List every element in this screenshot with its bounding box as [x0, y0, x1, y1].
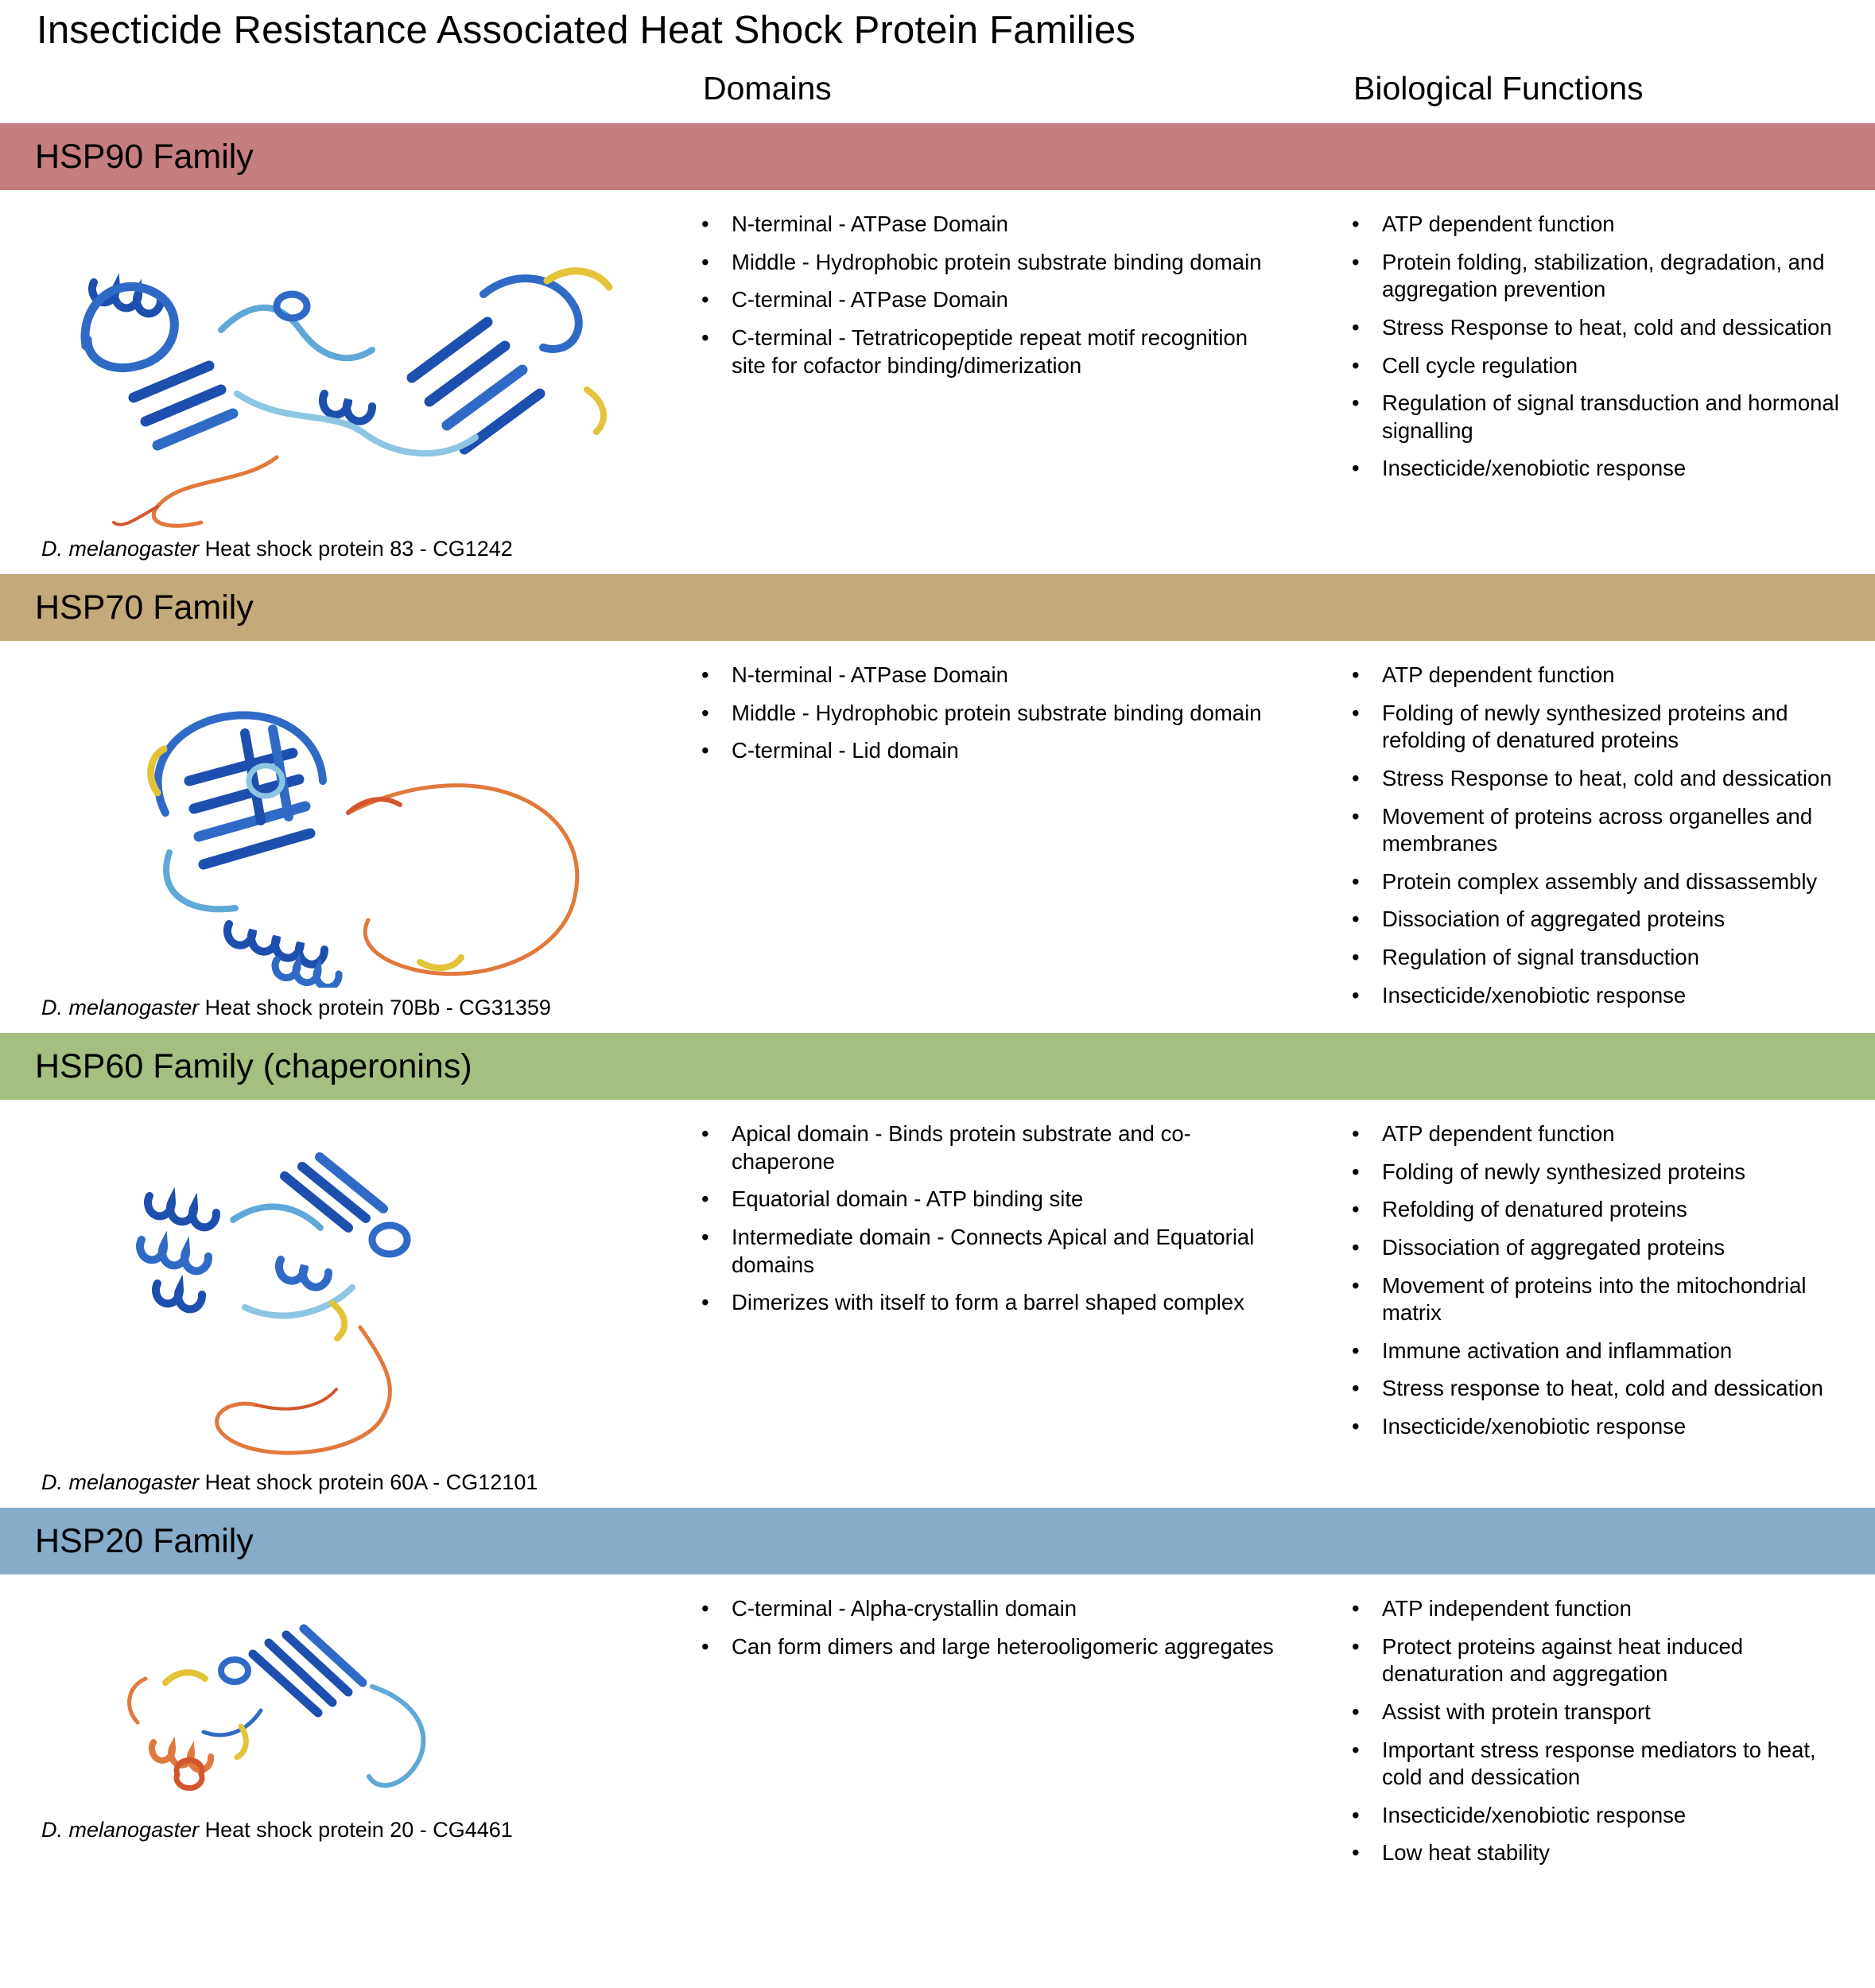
protein-ribbon-hsp60-icon — [94, 1120, 571, 1462]
bullet-item: • Immune activation and inflammation — [1344, 1338, 1849, 1365]
protein-structure-hsp70-image — [0, 662, 693, 988]
bullet-item: • ATP dependent function — [1344, 1120, 1849, 1148]
functions-list-hsp70 — [1344, 662, 1857, 1009]
bullet-item: • C-terminal - Lid domain — [693, 737, 1278, 765]
bullet-item: • Protein folding, stabilization, degradation, and aggregation prevention — [1344, 249, 1849, 304]
bullet-item: • Movement of proteins across organelles and membranes — [1344, 803, 1849, 858]
protein-label: Heat shock protein 70Bb - CG31359 — [199, 996, 551, 1019]
bullet-item: • Dissociation of aggregated proteins — [1344, 906, 1849, 934]
domains-list-hsp70 — [693, 662, 1286, 765]
bullet-item: • Middle - Hydrophobic protein substrate binding domain — [693, 700, 1278, 728]
family-section-hsp20 — [0, 1508, 1875, 1890]
bullet-item: • Insecticide/xenobiotic response — [1344, 982, 1849, 1010]
family-banner-hsp20 — [0, 1508, 1875, 1574]
bullet-item: • N-terminal - ATPase Domain — [693, 211, 1278, 239]
family-section-hsp70 — [0, 574, 1875, 1033]
family-section-hsp90 — [0, 123, 1875, 574]
family-banner-hsp60 — [0, 1033, 1875, 1100]
protein-label: Heat shock protein 60A - CG12101 — [199, 1470, 538, 1494]
bullet-item: • Apical domain - Binds protein substrate and co-chaperone — [693, 1120, 1278, 1175]
bullet-item: • Insecticide/xenobiotic response — [1344, 1413, 1849, 1441]
bullet-item: • Equatorial domain - ATP binding site — [693, 1186, 1278, 1213]
bullet-item: • Intermediate domain - Connects Apical and Equatorial domains — [693, 1224, 1278, 1279]
protein-caption-hsp90 — [0, 537, 693, 561]
family-banner-hsp90 — [0, 123, 1875, 190]
bullet-item: • Insecticide/xenobiotic response — [1344, 1802, 1849, 1830]
domains-list-hsp20 — [693, 1595, 1286, 1660]
bullet-item: • ATP dependent function — [1344, 662, 1849, 689]
protein-caption-hsp70 — [0, 996, 693, 1020]
bullet-item: • C-terminal - Alpha-crystallin domain — [693, 1595, 1278, 1623]
family-title-hsp20: HSP20 Family — [35, 1521, 254, 1560]
species-name: D. melanogaster — [41, 537, 200, 561]
bullet-item: • Regulation of signal transduction — [1344, 944, 1849, 972]
bullet-item: • N-terminal - ATPase Domain — [693, 662, 1278, 689]
bullet-item: • Movement of proteins into the mitochondrial matrix — [1344, 1272, 1849, 1327]
bullet-item: • Assist with protein transport — [1344, 1699, 1849, 1726]
species-name: D. melanogaster — [41, 1818, 200, 1842]
protein-ribbon-hsp90-icon — [38, 211, 642, 529]
page-title: Insecticide Resistance Associated Heat Shock Protein Families — [37, 9, 1136, 52]
domains-list-hsp60 — [693, 1120, 1286, 1317]
bullet-item: • Dissociation of aggregated proteins — [1344, 1234, 1849, 1262]
family-banner-hsp70 — [0, 574, 1875, 641]
bullet-item: • Folding of newly synthesized proteins and refolding of denatured proteins — [1344, 700, 1849, 755]
column-header-domains: Domains — [703, 70, 832, 107]
species-name: D. melanogaster — [41, 1470, 200, 1494]
bullet-item: • ATP dependent function — [1344, 211, 1849, 239]
bullet-item: • Folding of newly synthesized proteins — [1344, 1159, 1849, 1186]
bullet-item: • Stress response to heat, cold and dessication — [1344, 1375, 1849, 1403]
column-header-functions: Biological Functions — [1353, 70, 1644, 107]
bullet-item: • Stress Response to heat, cold and dessication — [1344, 765, 1849, 793]
bullet-item: • Important stress response mediators to heat, cold and dessication — [1344, 1737, 1849, 1792]
bullet-item: • Dimerizes with itself to form a barrel shaped complex — [693, 1289, 1278, 1317]
bullet-item: • ATP independent function — [1344, 1595, 1849, 1623]
domains-list-hsp90 — [693, 211, 1286, 379]
bullet-item: • Can form dimers and large heterooligomeric aggregates — [693, 1633, 1278, 1661]
bullet-item: • Insecticide/xenobiotic response — [1344, 455, 1849, 483]
bullet-item: • Refolding of denatured proteins — [1344, 1196, 1849, 1224]
species-name: D. melanogaster — [41, 996, 200, 1019]
functions-list-hsp20 — [1344, 1595, 1857, 1867]
family-section-hsp60 — [0, 1033, 1875, 1508]
bullet-item: • Middle - Hydrophobic protein substrate binding domain — [693, 249, 1278, 277]
functions-list-hsp90 — [1344, 211, 1857, 483]
protein-structure-hsp60-image — [0, 1120, 693, 1462]
bullet-item: • Regulation of signal transduction and hormonal signalling — [1344, 390, 1849, 445]
bullet-item: • Stress Response to heat, cold and dessication — [1344, 314, 1849, 342]
bullet-item: • Protect proteins against heat induced denaturation and aggregation — [1344, 1633, 1849, 1688]
protein-label: Heat shock protein 83 - CG1242 — [199, 537, 513, 561]
column-header-row — [0, 70, 1875, 107]
family-title-hsp60: HSP60 Family (chaperonins) — [35, 1046, 472, 1085]
protein-ribbon-hsp70-icon — [46, 662, 635, 988]
family-title-hsp70: HSP70 Family — [35, 588, 254, 627]
bullet-item: • Cell cycle regulation — [1344, 352, 1849, 380]
protein-caption-hsp60 — [0, 1470, 693, 1495]
bullet-item: • Low heat stability — [1344, 1839, 1849, 1867]
functions-list-hsp60 — [1344, 1120, 1857, 1441]
protein-structure-hsp20-image — [0, 1595, 693, 1810]
protein-structure-hsp90-image — [0, 211, 693, 529]
bullet-item: • C-terminal - Tetratricopeptide repeat motif recognition site for cofactor binding/dimerization — [693, 324, 1278, 379]
protein-caption-hsp20 — [0, 1818, 693, 1842]
protein-label: Heat shock protein 20 - CG4461 — [199, 1818, 513, 1842]
family-title-hsp90: HSP90 Family — [35, 137, 254, 176]
bullet-item: • C-terminal - ATPase Domain — [693, 286, 1278, 314]
bullet-item: • Protein complex assembly and dissassembly — [1344, 868, 1849, 896]
protein-ribbon-hsp20-icon — [70, 1595, 531, 1810]
